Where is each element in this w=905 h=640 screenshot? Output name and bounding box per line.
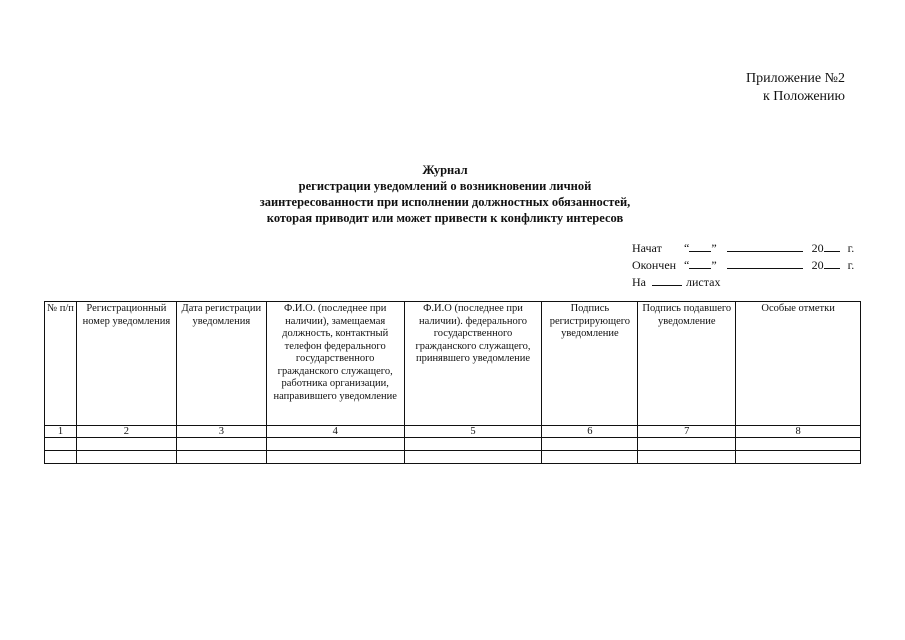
table-cell: [542, 451, 638, 464]
header-cell: Ф.И.О (последнее при наличии). федерального государственного гражданского служащего, принявшего уведомление: [404, 302, 542, 426]
table-cell: [638, 451, 736, 464]
journal-title: [150, 162, 740, 226]
column-number: 6: [542, 426, 638, 438]
table-cell: [404, 451, 542, 464]
header-cell: Ф.И.О. (последнее при наличии), замещаемая должность, контактный телефон федерального государственного гражданского служащего, работника организации, направившего уведомление: [266, 302, 404, 426]
appendix-line-1: Приложение №2: [746, 71, 845, 86]
table-cell: [76, 451, 176, 464]
header-cell: № п/п: [45, 302, 77, 426]
sheets-label: листах: [686, 275, 721, 289]
table-cell: [266, 438, 404, 451]
title-line-3: заинтересованности при исполнении должностных обязанностей,: [259, 195, 631, 209]
table-cell: [45, 451, 77, 464]
quote-close: ”: [711, 258, 717, 272]
month-blank: [727, 256, 803, 269]
on-label: На: [632, 275, 646, 289]
quote-open: “: [684, 241, 690, 255]
appendix-line-2: к Положению: [762, 89, 845, 104]
ended-row: [632, 256, 854, 273]
table-cell: [736, 451, 861, 464]
quote-open: “: [684, 258, 690, 272]
column-number: 2: [76, 426, 176, 438]
table-cell: [542, 438, 638, 451]
month-blank: [727, 239, 803, 252]
journal-table: [44, 301, 861, 464]
started-row: [632, 239, 854, 256]
table-row: [45, 438, 861, 451]
column-number: 4: [266, 426, 404, 438]
year-prefix: 20: [811, 241, 824, 255]
title-line-2: регистрации уведомлений о возникновении личной: [298, 179, 592, 193]
day-blank: [689, 256, 711, 269]
ended-label: Окончен: [632, 258, 677, 272]
appendix-label: [746, 70, 845, 106]
year-blank: [824, 239, 840, 252]
year-prefix: 20: [811, 258, 824, 272]
column-number: 5: [404, 426, 542, 438]
column-number: 3: [176, 426, 266, 438]
journal-meta: [632, 239, 854, 290]
started-label: Начат: [632, 241, 662, 255]
header-cell: Подпись подавшего уведомление: [638, 302, 736, 426]
sheets-blank: [652, 273, 682, 286]
header-cell: Особые отметки: [736, 302, 861, 426]
table-cell: [176, 451, 266, 464]
table-row: [45, 451, 861, 464]
year-suffix: г.: [847, 258, 855, 272]
column-number: 1: [45, 426, 77, 438]
column-number: 8: [736, 426, 861, 438]
table-cell: [638, 438, 736, 451]
column-number-row: [45, 426, 861, 438]
table-cell: [176, 438, 266, 451]
table-cell: [45, 438, 77, 451]
header-row: [45, 302, 861, 426]
table-cell: [736, 438, 861, 451]
title-line-4: которая приводит или может привести к конфликту интересов: [266, 211, 624, 225]
sheets-row: [632, 273, 854, 290]
column-number: 7: [638, 426, 736, 438]
header-cell: Подпись регистрирующего уведомление: [542, 302, 638, 426]
header-cell: Регистрационный номер уведомления: [76, 302, 176, 426]
day-blank: [689, 239, 711, 252]
table-cell: [404, 438, 542, 451]
year-blank: [824, 256, 840, 269]
table-cell: [76, 438, 176, 451]
table-cell: [266, 451, 404, 464]
header-cell: Дата регистрации уведомления: [176, 302, 266, 426]
year-suffix: г.: [847, 241, 855, 255]
quote-close: ”: [711, 241, 717, 255]
title-line-1: Журнал: [422, 163, 468, 177]
